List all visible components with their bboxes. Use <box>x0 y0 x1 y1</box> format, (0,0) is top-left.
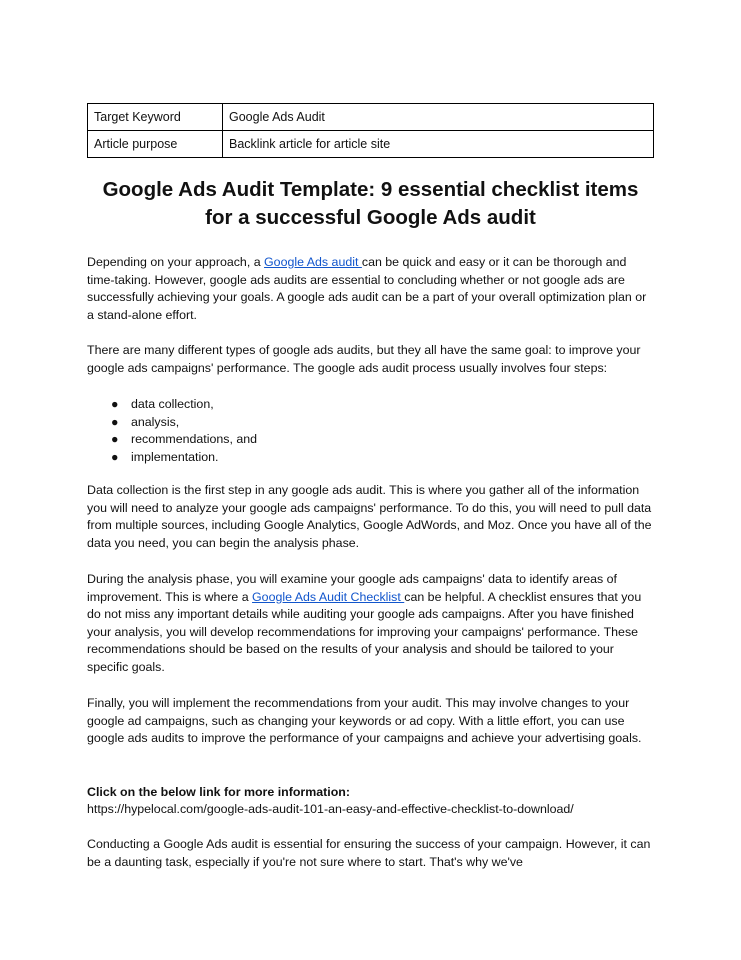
list-item: ● data collection, <box>87 396 647 414</box>
article-title: Google Ads Audit Template: 9 essential checklist items for a successful Google Ads audit <box>102 178 639 229</box>
table-value-cell: Google Ads Audit <box>223 104 654 131</box>
table-key-cell: Article purpose <box>88 131 223 158</box>
table-row <box>88 104 654 131</box>
table-row <box>88 131 654 158</box>
bullet-icon: ● <box>111 397 119 411</box>
list-item: ● analysis, <box>87 414 647 432</box>
data-collection-paragraph: Data collection is the first step in any google ads audit. This is where you gather all of the information you will need to analyze your google ads campaigns' performance. To do this, you will need to pull data from multiple sources, including Google Analytics, Google AdWords, and Moz. Once you have all of the data you need, you can begin the analysis phase. <box>87 483 652 550</box>
conducting-paragraph: Conducting a Google Ads audit is essential for ensuring the success of your campaign. However, it can be a daunting task, especially if you're not sure where to start. That's why we've <box>87 837 651 869</box>
more-info-heading: Click on the below link for more information: <box>87 785 350 799</box>
table-key-cell: Target Keyword <box>88 104 223 131</box>
list-item: ● implementation. <box>87 449 647 467</box>
list-item: ● recommendations, and <box>87 431 647 449</box>
article-meta-table <box>87 103 654 158</box>
analysis-text-before: During the analysis phase, you will examine your google ads campaigns' data to identify areas of improvement. This is where a <box>87 572 617 604</box>
more-info-url: https://hypelocal.com/google-ads-audit-101-an-easy-and-effective-checklist-to-download/ <box>87 802 574 816</box>
analysis-text-after: can be helpful. A checklist ensures that you do not miss any important details while auditing your google ads campaigns. After you have finished your analysis, you will develop recommendations for improving your campaigns' performance. These recommendations should be based on the results of your analysis and should be tailored to your specific goals. <box>87 589 642 674</box>
intro-text-after: can be quick and easy or it can be thorough and time-taking. However, google ads audits are essential to concluding whether or not google ads are successfully achieving your goals. A google ads audit can be a part of your overall optimization plan or a stand-alone effort. <box>87 255 647 322</box>
audit-types-paragraph: There are many different types of google ads audits, but they all have the same goal: to improve your google ads campaigns' performance. The google ads audit process usually involves four steps: <box>87 343 641 375</box>
audit-checklist-link[interactable]: Google Ads Audit Checklist <box>252 589 405 604</box>
intro-paragraph <box>87 254 654 324</box>
implementation-paragraph: Finally, you will implement the recommendations from your audit. This may involve changes to your google ad campaigns, such as changing your keywords or ad copy. With a little effort, you can use google ads audits to improve the performance of your campaigns and achieve your advertising goals. <box>87 696 642 745</box>
bullet-icon: ● <box>111 432 119 446</box>
intro-text-before: Depending on your approach, a <box>87 255 265 269</box>
audit-steps-list <box>87 396 647 466</box>
table-value-cell: Backlink article for article site <box>223 131 654 158</box>
bullet-icon: ● <box>111 414 119 429</box>
bullet-icon: ● <box>111 449 119 464</box>
analysis-paragraph <box>87 571 654 676</box>
google-ads-audit-link[interactable]: Google Ads audit <box>264 255 362 269</box>
